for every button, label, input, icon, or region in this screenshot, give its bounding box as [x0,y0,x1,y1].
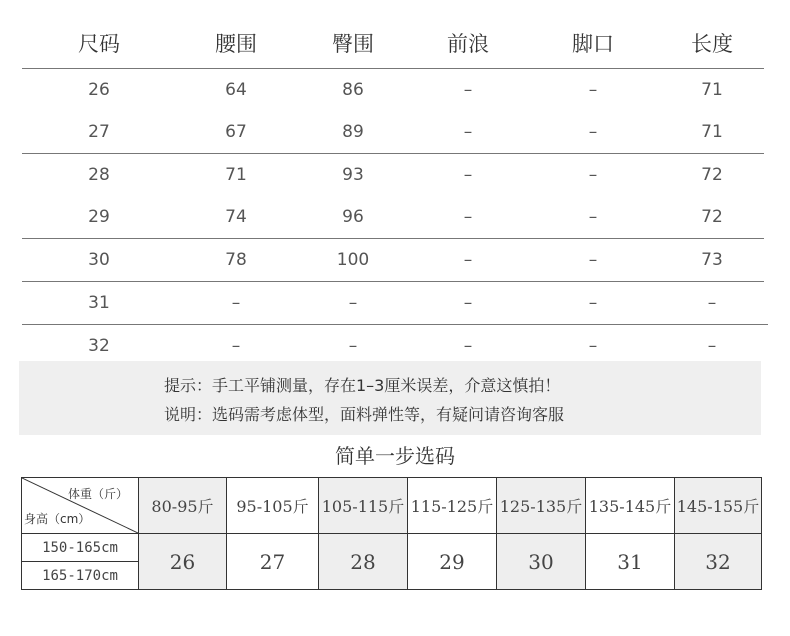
size-table [22,18,764,367]
table-row [22,239,764,282]
header-leg-opening: 脚口 [572,32,614,56]
measurement-tip: 提示：手工平铺测量，存在1–3厘米误差，介意这慎拍！ [164,376,561,395]
size-cell: 26 [139,534,227,590]
table-cell: – [463,293,473,313]
table-cell: 78 [225,250,247,270]
table-row [22,196,764,239]
quick-select-table [21,477,762,590]
table-row [22,282,764,325]
table-cell: 86 [342,80,364,100]
weight-range-cell: 145-155斤 [675,478,762,534]
weight-range-cell: 115-125斤 [408,478,497,534]
weight-range-cell: 125-135斤 [497,478,586,534]
table-cell: 93 [342,165,364,185]
size-table-header [22,18,764,69]
sizing-note: 说明：选码需考虑体型，面料弹性等，有疑问请咨询客服 [164,405,565,424]
table-cell: 28 [88,165,110,185]
table-cell: 31 [88,293,110,313]
table-cell: 64 [225,80,247,100]
table-cell: 72 [701,207,723,227]
table-cell: – [588,207,598,227]
header-hip: 臀围 [332,32,374,56]
table-cell: 100 [336,250,370,270]
table-cell: – [588,336,598,356]
size-cell: 31 [586,534,675,590]
size-cell: 28 [319,534,408,590]
height-label: 身高（cm） [24,512,91,526]
table-cell: 96 [342,207,364,227]
table-cell: – [348,336,358,356]
height-range-cell: 165-170cm [22,562,139,590]
size-cell: 32 [675,534,762,590]
table-cell: 26 [88,80,110,100]
table-cell: 30 [88,250,110,270]
table-cell: 67 [225,122,247,142]
weight-range-cell: 135-145斤 [586,478,675,534]
table-cell: – [463,122,473,142]
header-waist: 腰围 [215,32,257,56]
height-row [22,534,762,562]
table-cell: – [231,336,241,356]
table-cell: – [231,293,241,313]
header-length: 长度 [691,32,733,56]
table-cell: – [463,80,473,100]
weight-header-row [22,478,762,534]
size-cell: 30 [497,534,586,590]
table-cell: – [588,165,598,185]
table-cell: – [588,250,598,270]
table-row [22,154,764,196]
table-cell: 89 [342,122,364,142]
weight-range-cell: 80-95斤 [139,478,227,534]
height-range-cell: 150-165cm [22,534,139,562]
table-cell: 71 [701,80,723,100]
table-cell: – [588,122,598,142]
weight-label: 体重（斤） [67,487,128,501]
size-cell: 29 [408,534,497,590]
diagonal-header-cell [22,478,139,534]
table-cell: 27 [88,122,110,142]
header-front-rise: 前浪 [447,32,489,56]
table-cell: – [588,80,598,100]
header-size: 尺码 [78,32,120,56]
table-cell: – [588,293,598,313]
table-cell: – [707,293,717,313]
notes-box [19,361,761,435]
table-cell: 73 [701,250,723,270]
quick-select-title: 简单一步选码 [335,444,455,468]
table-cell: – [707,336,717,356]
table-cell: 72 [701,165,723,185]
table-cell: – [463,336,473,356]
table-cell: 32 [88,336,110,356]
table-cell: 29 [88,207,110,227]
table-cell: 71 [701,122,723,142]
table-cell: 74 [225,207,247,227]
table-cell: 71 [225,165,247,185]
weight-range-cell: 105-115斤 [319,478,408,534]
table-cell: – [348,293,358,313]
table-cell: – [463,250,473,270]
weight-range-cell: 95-105斤 [227,478,319,534]
table-row [22,69,764,111]
table-cell: – [463,207,473,227]
size-cell: 27 [227,534,319,590]
table-row [22,111,764,154]
table-cell: – [463,165,473,185]
